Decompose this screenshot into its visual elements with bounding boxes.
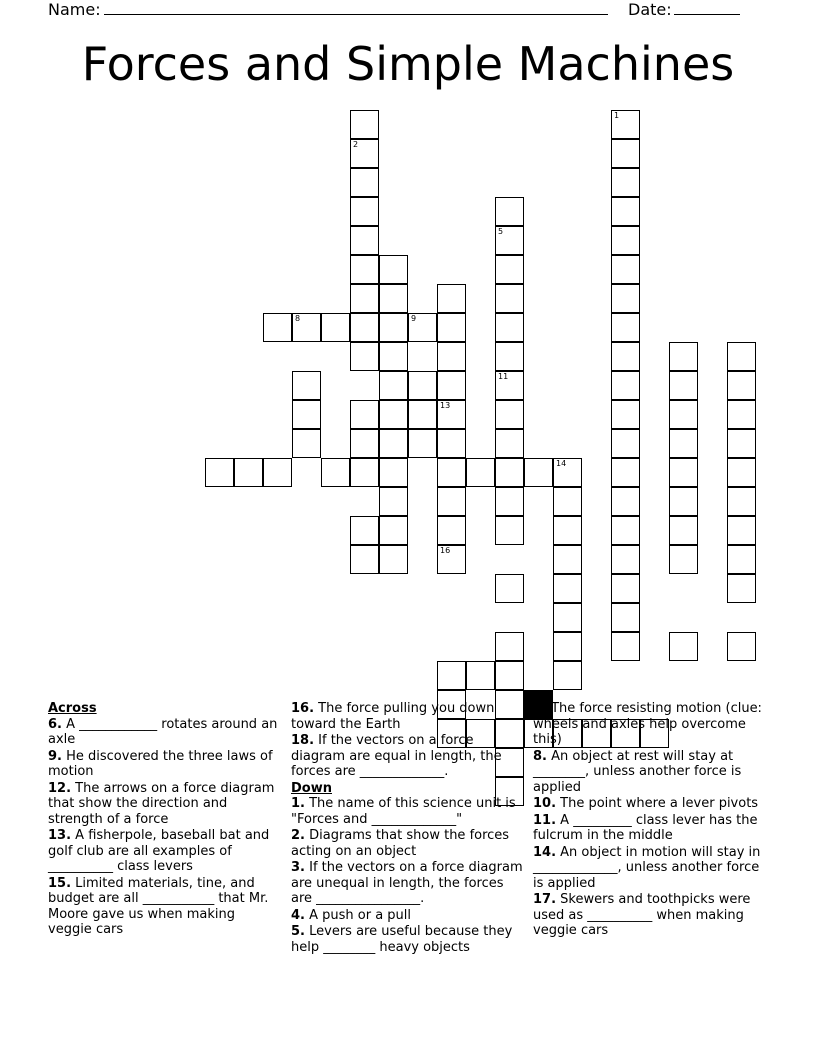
grid-cell[interactable]	[350, 226, 379, 255]
grid-cell[interactable]	[379, 342, 408, 371]
clue: 11. A _________ class lever has the fulcrum in the middle	[533, 812, 758, 843]
grid-cell[interactable]	[379, 313, 408, 342]
grid-cell[interactable]	[611, 487, 640, 516]
grid-cell[interactable]	[611, 168, 640, 197]
grid-cell[interactable]	[437, 661, 466, 690]
grid-cell[interactable]	[669, 516, 698, 545]
grid-cell[interactable]	[437, 516, 466, 545]
grid-cell[interactable]	[553, 458, 582, 487]
grid-cell[interactable]	[553, 632, 582, 661]
grid-cell[interactable]	[495, 458, 524, 487]
clue-number: 2	[353, 140, 359, 149]
grid-cell[interactable]	[350, 342, 379, 371]
clue: 17. Skewers and toothpicks were used as __________ when making veggie cars	[533, 892, 751, 938]
grid-cell[interactable]	[408, 400, 437, 429]
grid-cell[interactable]	[727, 574, 756, 603]
grid-cell[interactable]	[669, 545, 698, 574]
grid-cell[interactable]	[350, 284, 379, 313]
grid-cell[interactable]	[437, 284, 466, 313]
grid-cell[interactable]	[611, 197, 640, 226]
clue-number: 8	[295, 314, 301, 323]
grid-cell[interactable]	[437, 545, 466, 574]
grid-cell[interactable]	[727, 487, 756, 516]
clue-number: 13	[440, 401, 451, 410]
grid-cell[interactable]	[205, 458, 234, 487]
grid-cell[interactable]	[350, 255, 379, 284]
grid-cell[interactable]	[553, 603, 582, 632]
clues-column-2	[291, 701, 527, 956]
clue-number: 11	[498, 372, 509, 381]
grid-cell[interactable]	[437, 313, 466, 342]
clue-number: 1	[614, 111, 620, 120]
grid-cell[interactable]	[495, 342, 524, 371]
grid-cell[interactable]	[495, 255, 524, 284]
grid-cell[interactable]	[379, 516, 408, 545]
clue: 15. Limited materials, tine, and budget are all ___________ that Mr. Moore gave us when making veggie cars	[48, 875, 269, 937]
grid-cell[interactable]	[727, 429, 756, 458]
clue: 6. A ____________ rotates around an axle	[48, 716, 278, 747]
grid-cell[interactable]	[495, 574, 524, 603]
clue: 14. An object in motion will stay in _____________, unless another force is applied	[533, 844, 761, 891]
grid-cell[interactable]	[611, 139, 640, 168]
grid-cell[interactable]	[669, 371, 698, 400]
down-heading: Down	[291, 780, 332, 796]
grid-cell[interactable]	[379, 429, 408, 458]
grid-cell[interactable]	[611, 574, 640, 603]
page-title: Forces and Simple Machines	[81, 37, 735, 91]
grid-cell[interactable]	[466, 458, 495, 487]
clues-column-3	[533, 701, 773, 940]
grid-cell[interactable]	[466, 661, 495, 690]
grid-cell[interactable]	[263, 313, 292, 342]
clue-number: 14	[556, 459, 567, 468]
grid-cell[interactable]	[321, 313, 350, 342]
grid-cell[interactable]	[611, 603, 640, 632]
grid-cell[interactable]	[379, 284, 408, 313]
grid-cell[interactable]	[611, 516, 640, 545]
grid-cell[interactable]	[408, 371, 437, 400]
clue: 1. The name of this science unit is "Forces and _____________"	[291, 796, 516, 827]
grid-cell[interactable]	[669, 458, 698, 487]
grid-cell[interactable]	[350, 516, 379, 545]
grid-cell[interactable]	[350, 400, 379, 429]
grid-cell[interactable]	[495, 661, 524, 690]
grid-cell[interactable]	[727, 342, 756, 371]
clue: 2. Diagrams that show the forces acting on an object	[291, 828, 510, 859]
grid-cell[interactable]	[495, 487, 524, 516]
grid-cell[interactable]	[379, 487, 408, 516]
grid-cell[interactable]	[553, 487, 582, 516]
clue: 12. The arrows on a force diagram that show the direction and strength of a force	[48, 780, 275, 827]
grid-cell[interactable]	[727, 516, 756, 545]
grid-cell[interactable]	[292, 313, 321, 342]
grid-cell[interactable]	[292, 429, 321, 458]
grid-cell[interactable]	[350, 545, 379, 574]
grid-cell[interactable]	[321, 458, 350, 487]
grid-cell[interactable]	[437, 342, 466, 371]
clues-column-1	[48, 701, 280, 939]
grid-cell[interactable]	[379, 545, 408, 574]
clue-number: 16	[440, 546, 451, 555]
name-label: Name:	[48, 0, 101, 19]
grid-cell[interactable]	[292, 400, 321, 429]
grid-cell[interactable]	[437, 487, 466, 516]
grid-cell[interactable]	[611, 371, 640, 400]
grid-cell[interactable]	[495, 632, 524, 661]
clue: 7. The force resisting motion (clue: wheels and axles help overcome this)	[533, 701, 762, 747]
grid-cell[interactable]	[495, 400, 524, 429]
grid-cell[interactable]	[611, 255, 640, 284]
grid-cell[interactable]	[669, 632, 698, 661]
grid-cell[interactable]	[350, 458, 379, 487]
clue: 13. A fisherpole, baseball bat and golf club are all examples of __________ class levers	[48, 828, 270, 874]
clue: 10. The point where a lever pivots	[533, 796, 759, 811]
grid-cell[interactable]	[350, 168, 379, 197]
date-label: Date:	[628, 0, 672, 19]
clue: 5. Levers are useful because they help ________ heavy objects	[291, 924, 513, 955]
grid-cell[interactable]	[611, 632, 640, 661]
grid-cell[interactable]	[234, 458, 263, 487]
grid-cell[interactable]	[437, 458, 466, 487]
grid-cell[interactable]	[437, 429, 466, 458]
grid-cell[interactable]	[611, 110, 640, 139]
grid-cell[interactable]	[553, 574, 582, 603]
clue: 8. An object at rest will stay at ________, unless another force is applied	[533, 748, 742, 795]
across-heading: Across	[48, 701, 97, 716]
grid-cell[interactable]	[524, 458, 553, 487]
grid-cell[interactable]	[437, 400, 466, 429]
grid-cell[interactable]	[611, 458, 640, 487]
clue: 16. The force pulling you down toward the Earth	[291, 701, 495, 732]
grid-cell[interactable]	[669, 400, 698, 429]
grid-cell[interactable]	[553, 545, 582, 574]
clue-number: 5	[498, 227, 504, 236]
grid-cell[interactable]	[495, 516, 524, 545]
grid-cell[interactable]	[611, 342, 640, 371]
clue: 9. He discovered the three laws of motion	[48, 748, 273, 779]
grid-cell[interactable]	[727, 632, 756, 661]
grid-cell[interactable]	[379, 255, 408, 284]
grid-cell[interactable]	[727, 371, 756, 400]
grid-cell[interactable]	[495, 197, 524, 226]
grid-cell[interactable]	[553, 661, 582, 690]
clue-number: 9	[411, 314, 417, 323]
grid-cell[interactable]	[350, 197, 379, 226]
grid-cell[interactable]	[669, 342, 698, 371]
grid-cell[interactable]	[611, 313, 640, 342]
grid-cell[interactable]	[495, 226, 524, 255]
grid-cell[interactable]	[611, 226, 640, 255]
grid-cell[interactable]	[408, 429, 437, 458]
grid-cell[interactable]	[495, 284, 524, 313]
grid-cell[interactable]	[727, 458, 756, 487]
grid-cell[interactable]	[669, 429, 698, 458]
clue: 4. A push or a pull	[291, 907, 412, 923]
grid-cell[interactable]	[611, 284, 640, 313]
clue: 3. If the vectors on a force diagram are unequal in length, the forces are ________________.	[291, 860, 523, 906]
grid-cell[interactable]	[553, 516, 582, 545]
grid-cell[interactable]	[379, 371, 408, 400]
grid-cell[interactable]	[350, 429, 379, 458]
grid-cell[interactable]	[495, 429, 524, 458]
grid-cell[interactable]	[611, 545, 640, 574]
clue: 18. If the vectors on a force diagram are equal in length, the forces are _____________.	[291, 733, 502, 779]
grid-cell[interactable]	[379, 400, 408, 429]
grid-cell[interactable]	[408, 313, 437, 342]
grid-cell[interactable]	[669, 487, 698, 516]
grid-cell[interactable]	[495, 371, 524, 400]
grid-cell[interactable]	[437, 371, 466, 400]
grid-cell[interactable]	[495, 313, 524, 342]
grid-cell[interactable]	[350, 110, 379, 139]
grid-cell[interactable]	[350, 313, 379, 342]
grid-cell[interactable]	[611, 400, 640, 429]
grid-cell[interactable]	[379, 458, 408, 487]
grid-cell[interactable]	[263, 458, 292, 487]
grid-cell[interactable]	[727, 545, 756, 574]
grid-cell[interactable]	[611, 429, 640, 458]
grid-cell[interactable]	[350, 139, 379, 168]
grid-cell[interactable]	[292, 371, 321, 400]
grid-cell[interactable]	[727, 400, 756, 429]
